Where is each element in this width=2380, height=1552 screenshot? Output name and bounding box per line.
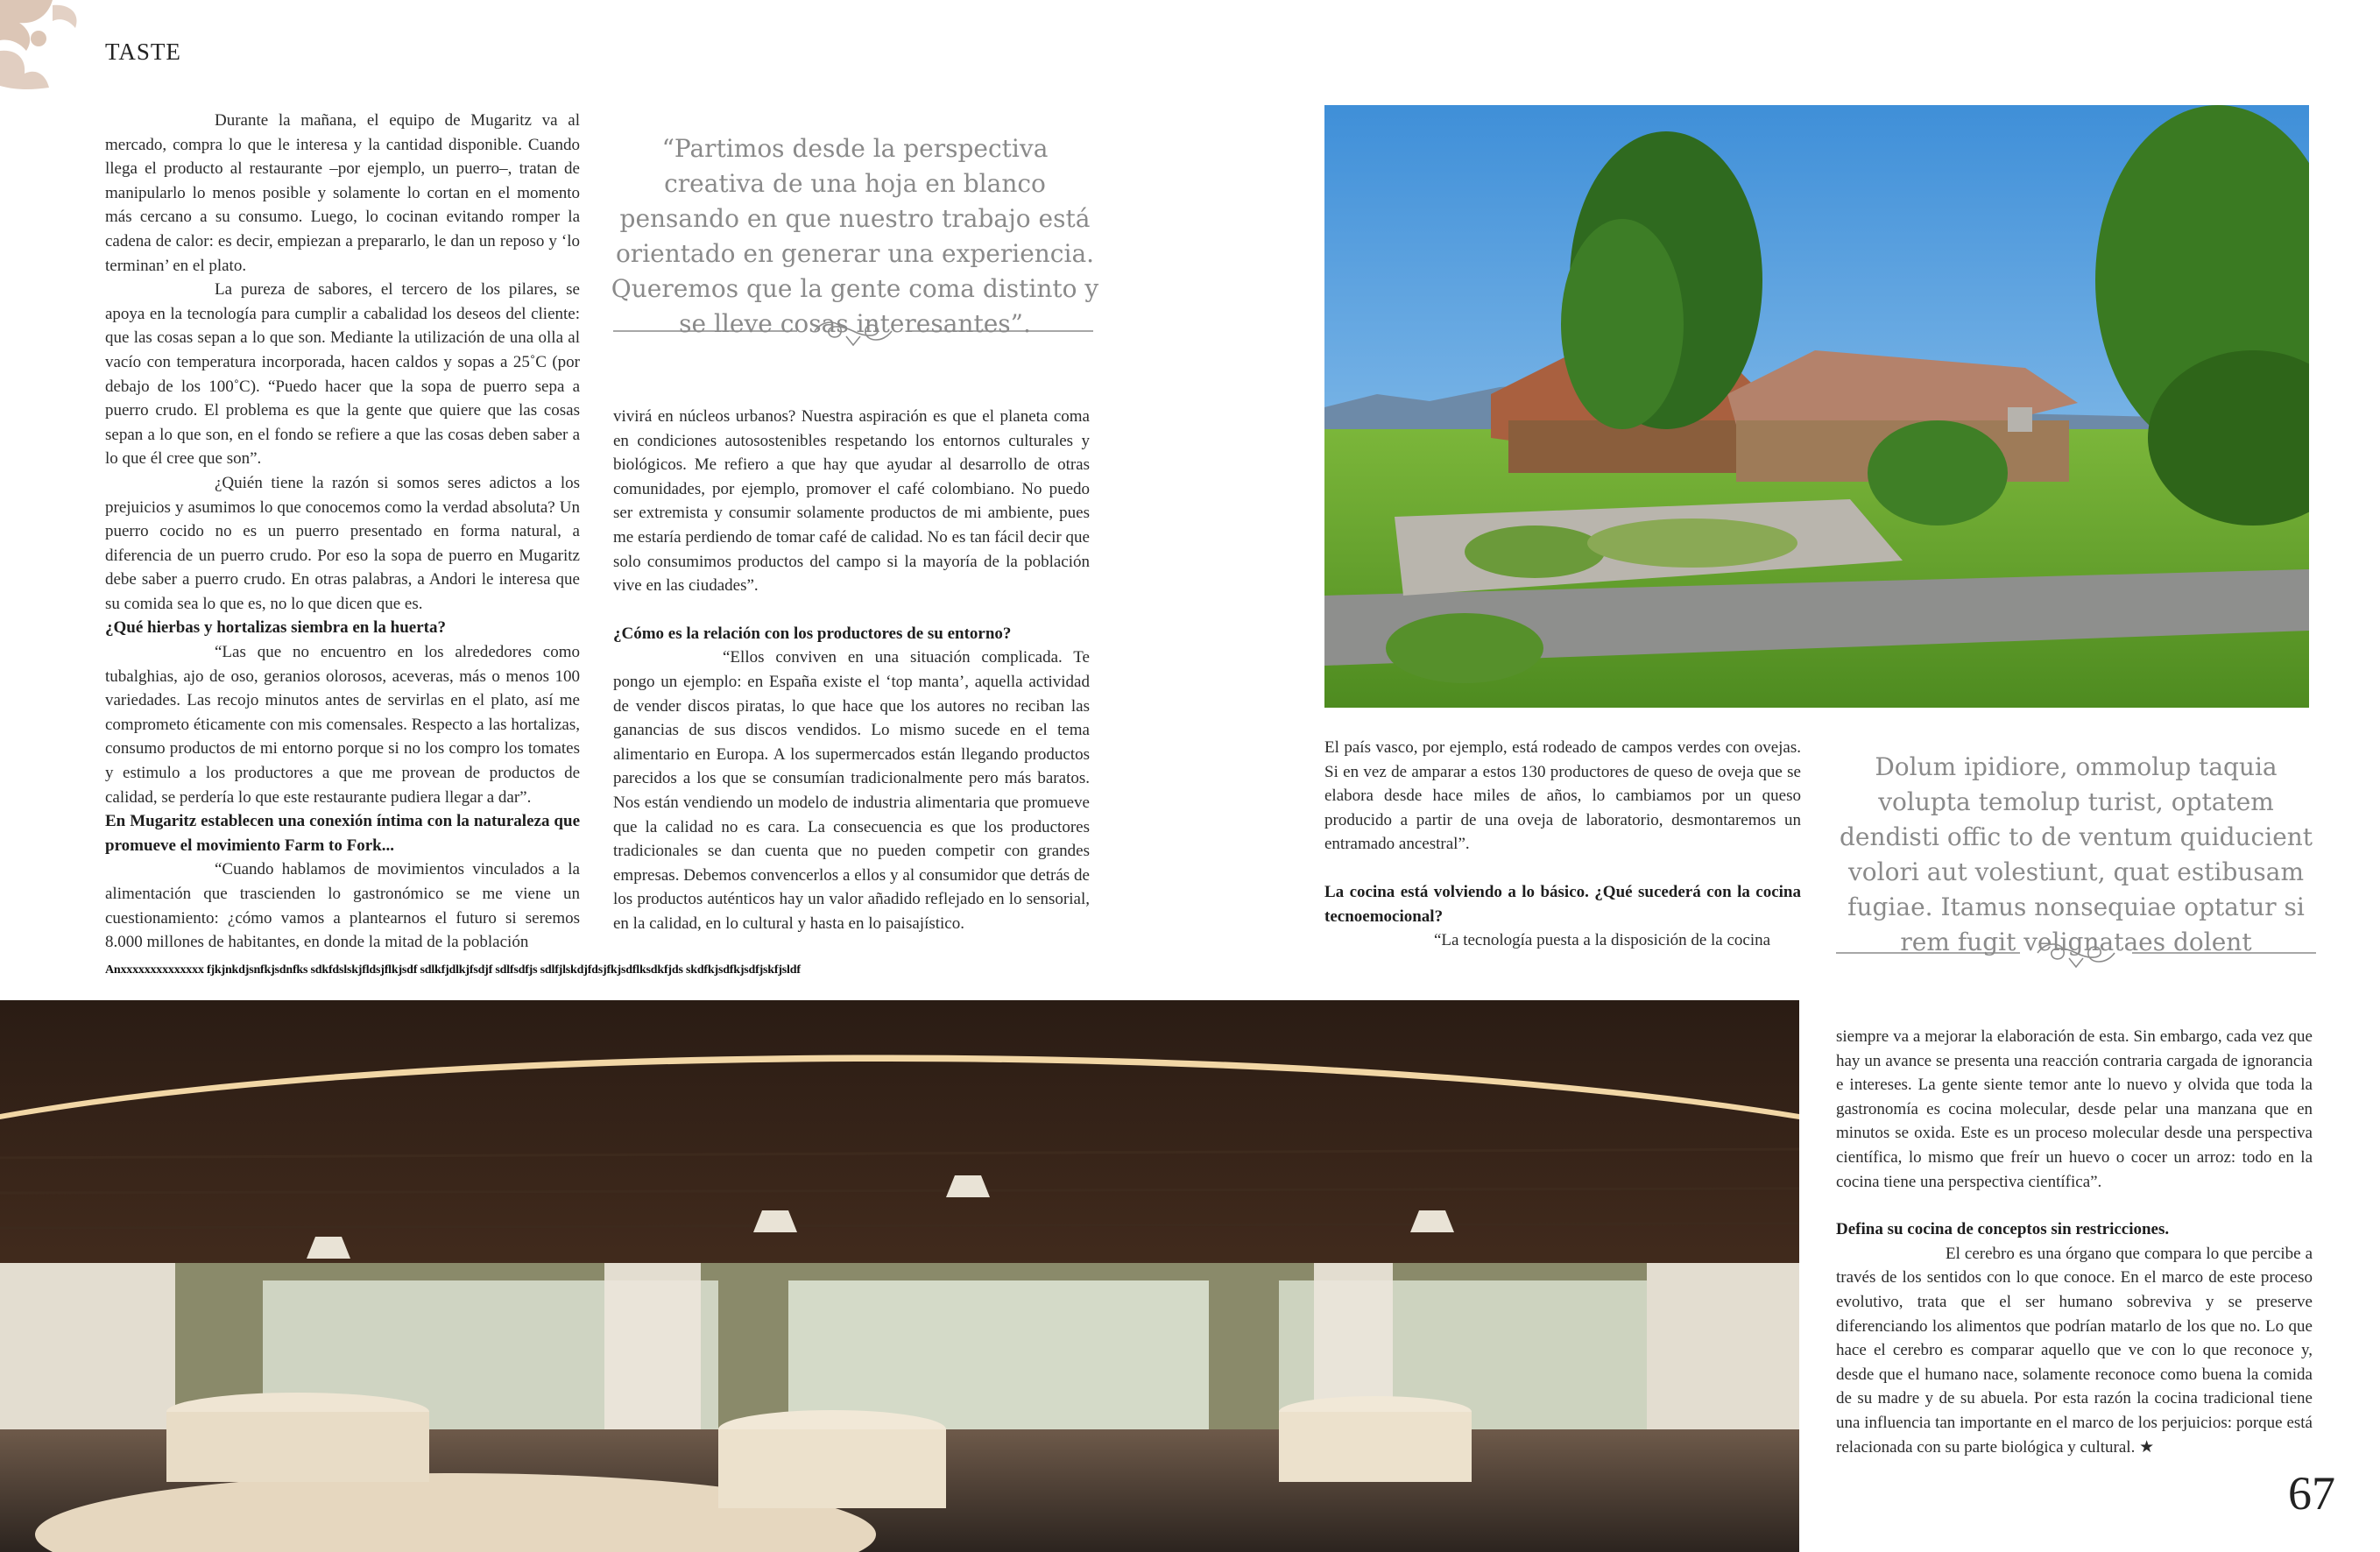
body-paragraph: ¿Quién tiene la razón si somos seres adictos a los prejuicios y asumimos lo que conocemos como la verdad absoluta? Un puerro cocido no es un puerro presentado en forma natural, a diferencia de un puerro crudo. Por eso la sopa de puerro en Mugaritz debe saber a puerro crudo. En otras palabras, a Andori le interesa que su comida sea lo que es, no lo que dicen que es.: [105, 473, 580, 613]
body-paragraph: El cerebro es una órgano que compara lo que percibe a través de los sentidos con lo que conoce. En el marco de este proceso evolutivo, trata que el ser humano sobreviva y se preserve diferenciando los alimentos que podrían matarlo de los que no. Lo que hace el cerebro es comparar aquello que ve con lo que reconoce y, desde que el humano nace, solamente reconoce como buena la comida de su madre y de su abuela. Por esta razón la cocina tradicional tiene una influencia tan importante en el marco de los perjuicios: porque está relacionada con su parte biológica y cultural. ★: [1836, 1244, 2313, 1457]
flourish-divider-2-icon: [1836, 935, 2316, 970]
article-column-2: [613, 405, 1090, 935]
restaurant-exterior-photo: [1324, 105, 2309, 708]
body-paragraph: “Ellos conviven en una situación complicada. Te pongo un ejemplo: en España existe el ‘top manta’, aquella actividad de vender discos piratas, lo que hace que los autores no reciban las ganancias de sus discos vendidos. Lo mismo sucede en el tema alimentario en Europa. A los supermercados están llegando productos parecidos a los que se consumían tradicionalmente pero más baratos. Nos están vendiendo un modelo de industria alimentaria que promueve que la calidad no es cara. La consecuencia es que los productores tradicionales se dan cuenta que no pueden competir con grandes empresas. Debemos convencerlos a ellos y al consumidor que detrás de los productos auténticos hay un valor añadido reflejado en lo sensorial, en la calidad, en lo cultural y hasta en lo paisajístico.: [613, 648, 1090, 933]
body-paragraph: Durante la mañana, el equipo de Mugaritz va al mercado, compra lo que le interesa y la cantidad disponible. Cuando llega el producto al restaurante –por ejemplo, un puerro–, tratan de manipularlo lo menos posible y solamente lo cortan en el momento más cercano a su consumo. Luego, lo cocinan evitando romper la cadena de calor: es decir, empiezan a prepararlo, le dan un reposo y ‘lo terminan’ en el plato.: [105, 111, 580, 275]
body-paragraph: siempre va a mejorar la elaboración de esta. Sin embargo, cada vez que hay un avance se presenta una reacción contraria cargada de ignorancia e intereses. La gente siente temor ante lo nuevo y olvida que toda la gastronomía es cocina molecular, desde pelar una manzana que en minutos se oxida. Este es un proceso molecular desde una perspectiva científica, lo mismo que freír un huevo o cocer un arroz: todo en la cocina tiene una perspectiva científica”.: [1836, 1027, 2313, 1191]
article-column-1: [105, 109, 580, 955]
body-paragraph: La pureza de sabores, el tercero de los pilares, se apoya en la tecnología para cumplir a cabalidad los deseos del cliente: que las cosas sepan a lo que son. Mediante la utilización de una olla al vacío con temperatura incorporada, hacen caldos y sopas a 25˚C (por debajo de los 100˚C). “Puedo hacer que la sopa de puerro sepa a puerro crudo. El problema es que la gente que quiere que las cosas sepan a lo que son, en el fondo se refiere a que las cosas deben saber a lo que él cree que son”.: [105, 280, 580, 469]
question-heading: La cocina está volviendo a lo básico. ¿Qué sucederá con la cocina tecnoemocional?: [1324, 882, 1801, 926]
corner-ornament-icon: [0, 0, 96, 96]
question-heading: ¿Cómo es la relación con los productores de su entorno?: [613, 624, 1012, 643]
body-paragraph: “La tecnología puesta a la disposición de la cocina: [1434, 931, 1771, 950]
pull-quote-1: “Partimos desde la perspectiva creativa de una hoja en blanco pensando en que nuestro trabajo está orientado en generar una experiencia. Queremos que la gente coma distinto y se lleve cosas interesantes”.: [611, 134, 1099, 338]
pull-quote-2: Dolum ipidiore, ommolup taquia volupta temolup turist, optatem dendisti offic to de ventum quiducient volori aut volestiunt, quat estibusam fugiae. Itamus nonsequiae optatur si rem fugit velignataes dolent: [1839, 752, 2313, 956]
flourish-divider-1-icon: [613, 314, 1093, 349]
body-paragraph: “Las que no encuentro en los alrededores como tubalghias, ajo de oso, geranios olorosos, aceveras, más o menos 100 variedades. Las recojo minutos antes de servirlas en el plato, así me comprometo éticamente con mis comensales. Respecto a las hortalizas, consumo productos de mi entorno porque si no los compro los tomates y estimulo a los productores a que me provean de productos de calidad, se perdería lo que este restaurante pudiera llegar a dar”.: [105, 643, 580, 807]
photo-caption: Anxxxxxxxxxxxxxx fjkjnkdjsnfkjsdnfks sdkfdslskjfldsjflkjsdf sdlkfjdlkjfsdjf sdlfsdfjs sdlfjlskdjfdsjfkjsdflksdkfjds skdfkjsdfkjsdfjskfjsldf: [105, 963, 801, 977]
question-heading: ¿Qué hierbas y hortalizas siembra en la huerta?: [105, 618, 446, 638]
question-heading: En Mugaritz establecen una conexión íntima con la naturaleza que promueve el movimiento Farm to Fork...: [105, 812, 580, 855]
article-column-4: [1836, 1025, 2313, 1459]
body-paragraph: “Cuando hablamos de movimientos vinculados a la alimentación que trascienden lo gastronómico se me viene un cuestionamiento: ¿cómo vamos a plantearnos el futuro si seremos 8.000 millones de habitantes, en donde la mitad de la población: [105, 860, 580, 952]
section-label: TASTE: [105, 39, 181, 65]
dining-room-photo: [0, 1000, 1799, 1552]
question-heading: Defina su cocina de conceptos sin restricciones.: [1836, 1220, 2170, 1239]
body-paragraph: vivirá en núcleos urbanos? Nuestra aspiración es que el planeta coma en condiciones autosostenibles respetando los entornos culturales y biológicos. Me refiero a que hay que ayudar al desarrollo de otras comunidades, por ejemplo, promover el café colombiano. No puedo ser extremista y consumir solamente productos de mi ambiente, pues me estaría perdiendo de tomar café de calidad. No es tan fácil decir que solo consumimos productos del campo si la mayoría de la población vive en las ciudades”.: [613, 407, 1090, 596]
body-paragraph: El país vasco, por ejemplo, está rodeado de campos verdes con ovejas. Si en vez de amparar a estos 130 productores de queso de oveja que se elabora desde hace miles de años, lo cambiamos por un queso producido a partir de una oveja de laboratorio, desmontaremos un entramado ancestral”.: [1324, 738, 1801, 854]
article-column-3: [1324, 736, 1801, 953]
page-number: 67: [2288, 1467, 2335, 1520]
